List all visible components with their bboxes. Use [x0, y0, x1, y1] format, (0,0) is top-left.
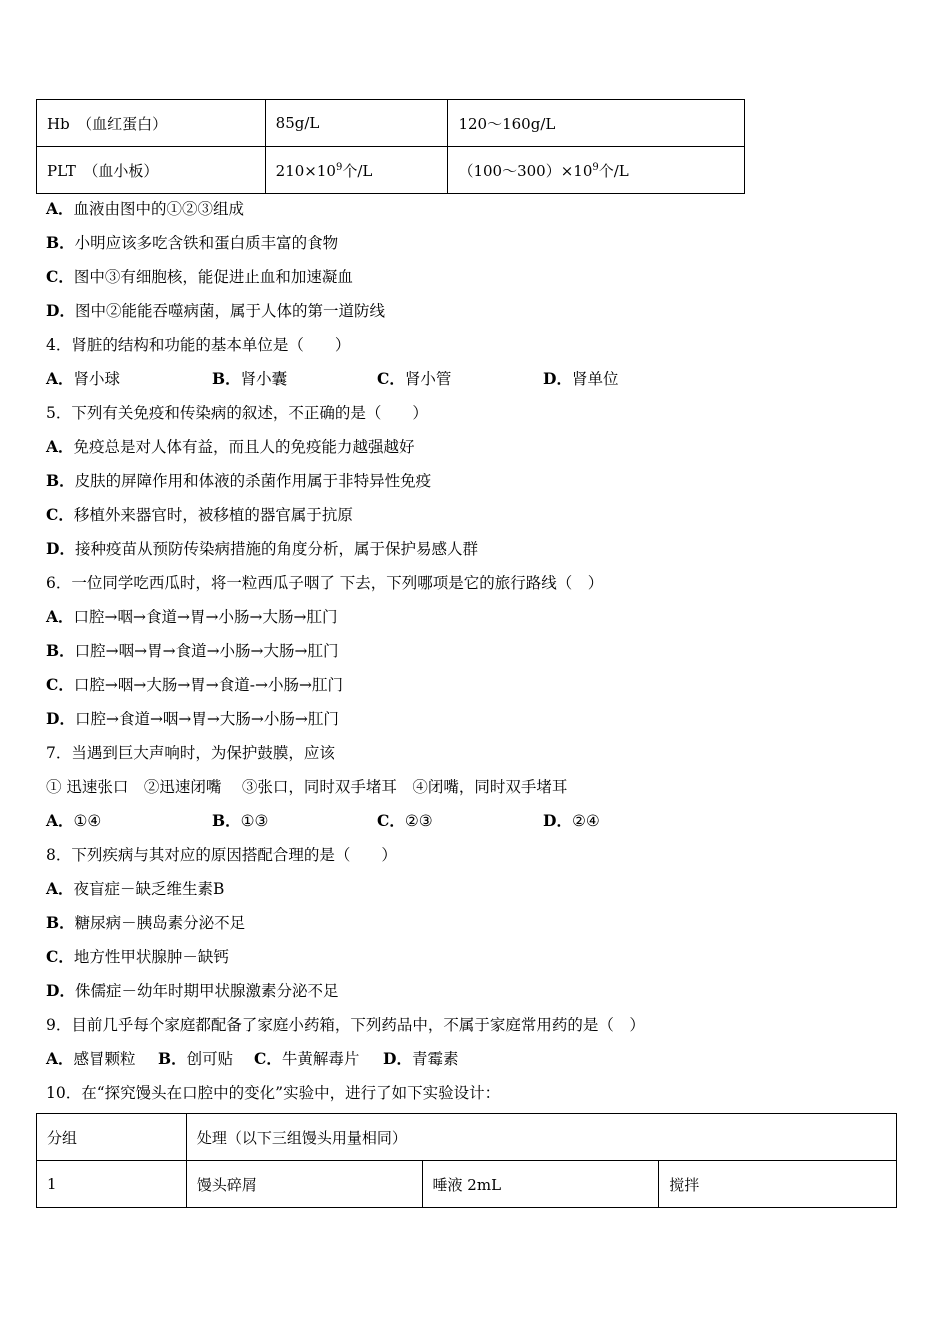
q6-option-d: D．口腔→食道→咽→胃→大肠→小肠→肛门	[46, 709, 339, 728]
table-cell: PLT （血小板）	[37, 147, 266, 194]
table-cell: $(100\sim 300)\times 10^9$个/L	[448, 147, 745, 194]
q9-option-a: A．感冒颗粒	[46, 1049, 136, 1068]
q4-stem: 4．肾脏的结构和功能的基本单位是（ ）	[46, 336, 351, 354]
table-row	[37, 147, 745, 194]
q4-option-c: C．肾小管	[377, 369, 452, 388]
table-cell: 85g/L	[265, 100, 448, 147]
q9-stem: 9．目前几乎每个家庭都配备了家庭小药箱，下列药品中，不属于家庭常用药的是（ ）	[46, 1016, 645, 1034]
q7-stem: 7．当遇到巨大声响时，为保护鼓膜，应该	[46, 744, 335, 762]
q3-option-a: A．血液由图中的①②③组成	[46, 199, 245, 218]
q9-option-b: B．创可贴	[158, 1049, 234, 1068]
q5-stem: 5．下列有关免疫和传染病的叙述，不正确的是（ ）	[46, 404, 428, 422]
q6-stem: 6．一位同学吃西瓜时，将一粒西瓜子咽了 下去，下列哪项是它的旅行路线（ ）	[46, 574, 604, 592]
table-cell: 馒头碎屑	[186, 1161, 422, 1208]
table-cell: 120～160g/L	[448, 100, 745, 147]
q5-option-d: D．接种疫苗从预防传染病措施的角度分析，属于保护易感人群	[46, 539, 478, 558]
table-row	[37, 100, 745, 147]
q4-option-b: B．肾小囊	[212, 369, 288, 388]
blood-test-table	[36, 99, 745, 194]
q7-option-a: A．①④	[46, 811, 102, 830]
table-cell: $210\times 10^9$个/L	[265, 147, 448, 194]
table-row	[37, 1114, 897, 1161]
q10-stem: 10．在“探究馒头在口腔中的变化”实验中，进行了如下实验设计：	[46, 1084, 501, 1102]
q8-option-c: C．地方性甲状腺肿－缺钙	[46, 947, 229, 966]
table-row	[37, 1161, 897, 1208]
q9-option-c: C．牛黄解毒片	[254, 1049, 360, 1068]
q5-option-b: B．皮肤的屏障作用和体液的杀菌作用属于非特异性免疫	[46, 471, 432, 490]
q7-option-d: D．②④	[543, 811, 600, 830]
table-cell: 1	[37, 1161, 187, 1208]
q8-option-b: B．糖尿病－胰岛素分泌不足	[46, 913, 246, 932]
q8-stem: 8．下列疾病与其对应的原因搭配合理的是（ ）	[46, 846, 397, 864]
q6-option-a: A．口腔→咽→食道→胃→小肠→大肠→肛门	[46, 607, 338, 626]
q8-option-d: D．侏儒症－幼年时期甲状腺激素分泌不足	[46, 981, 339, 1000]
q6-option-c: C．口腔→咽→大肠→胃→食道-→小肠→肛门	[46, 675, 344, 694]
q8-option-a: A．夜盲症－缺乏维生素B	[46, 879, 225, 898]
table-cell: 搅拌	[659, 1161, 897, 1208]
q4-option-a: A．肾小球	[46, 369, 121, 388]
q3-option-b: B．小明应该多吃含铁和蛋白质丰富的食物	[46, 233, 339, 252]
q7-choices: ① 迅速张口 ②迅速闭嘴 ③张口，同时双手堵耳 ④闭嘴，同时双手堵耳	[46, 778, 568, 796]
q5-option-a: A．免疫总是对人体有益，而且人的免疫能力越强越好	[46, 437, 415, 456]
table-header-cell: 处理（以下三组馒头用量相同）	[186, 1114, 896, 1161]
table-cell: Hb （血红蛋白）	[37, 100, 266, 147]
table-cell: 唾液 2mL	[422, 1161, 659, 1208]
q3-option-c: C．图中③有细胞核，能促进止血和加速凝血	[46, 267, 353, 286]
experiment-table	[36, 1113, 897, 1208]
q6-option-b: B．口腔→咽→胃→食道→小肠→大肠→肛门	[46, 641, 339, 660]
q5-option-c: C．移植外来器官时，被移植的器官属于抗原	[46, 505, 353, 524]
table-header-cell: 分组	[37, 1114, 187, 1161]
q7-option-b: B．①③	[212, 811, 269, 830]
q9-option-d: D．青霉素	[383, 1049, 459, 1068]
q4-option-d: D．肾单位	[543, 369, 619, 388]
q3-option-d: D．图中②能能吞噬病菌，属于人体的第一道防线	[46, 301, 385, 320]
q7-option-c: C．②③	[377, 811, 433, 830]
